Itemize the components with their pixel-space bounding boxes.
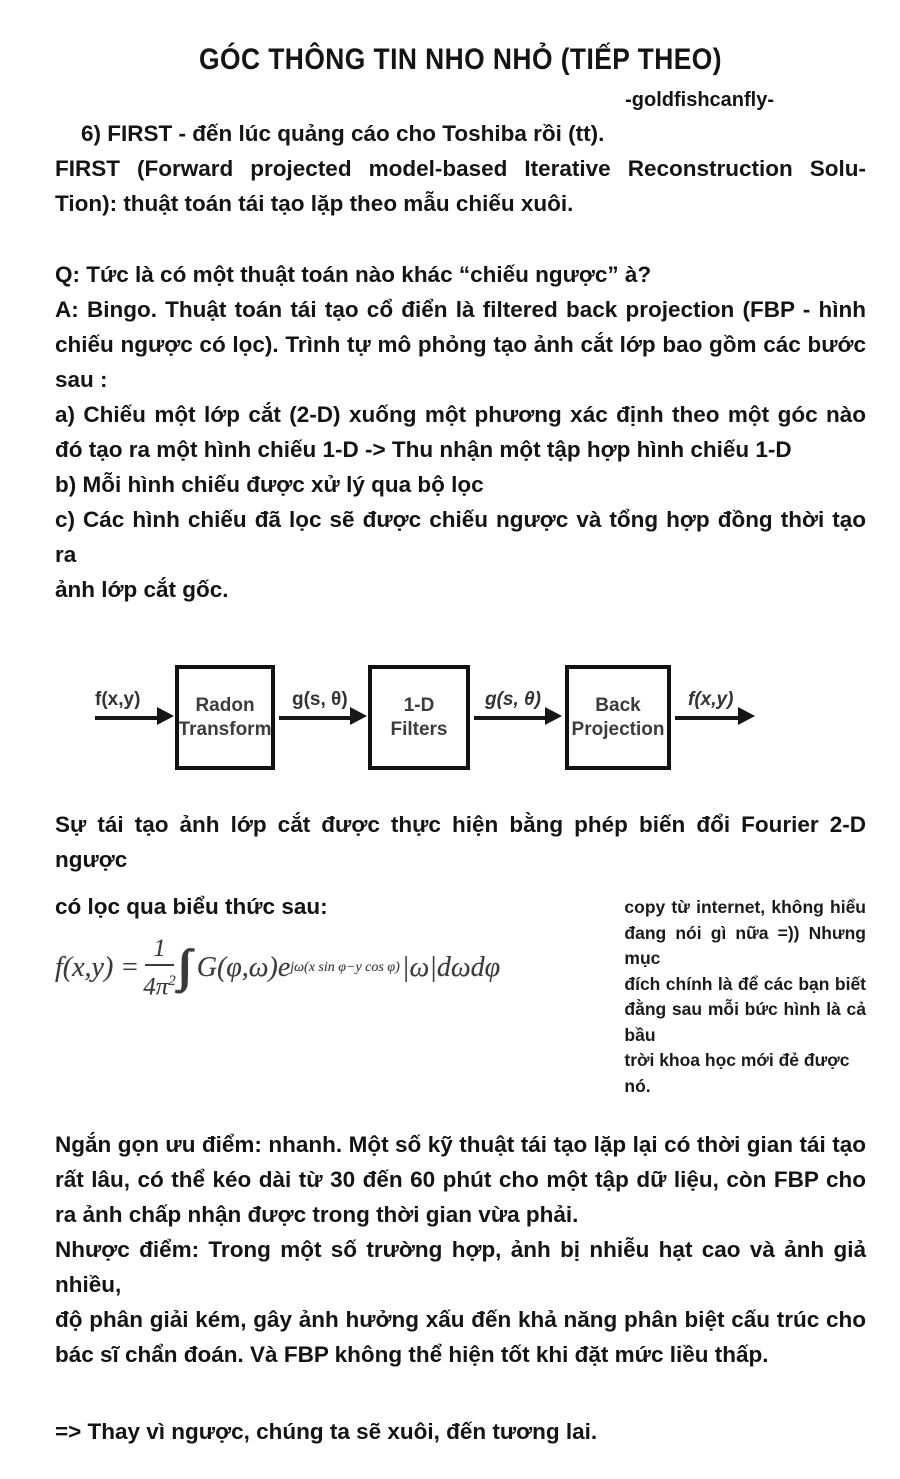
arrow (474, 716, 546, 720)
arrow-head-icon (350, 707, 367, 725)
arrow (95, 716, 158, 720)
formula-tail: |ω|dωdφ (401, 952, 501, 984)
box-label: Filters (390, 718, 448, 740)
diagram-output-label: f(x,y) (688, 689, 734, 710)
intro-paragraph (55, 116, 866, 221)
formula-column (55, 889, 624, 1099)
side-note-line: trời khoa học mới đẻ được nó. (624, 1050, 850, 1096)
box-label: Projection (571, 718, 665, 740)
box-label: Transform (178, 718, 272, 740)
text-line: bác sĩ chẩn đoán. Và FBP không thể hiện tốt khi đặt mức liều thấp. (55, 1342, 769, 1367)
arrow-head-icon (157, 707, 174, 725)
arrow (675, 716, 739, 720)
flow-box-back-projection (565, 665, 671, 770)
denominator-exponent: 2 (168, 973, 176, 989)
text-line: sau : (55, 367, 108, 392)
formula-lhs: f(x,y) = (55, 952, 140, 984)
fbp-flow-diagram (55, 655, 866, 793)
text-line: c) Các hình chiếu đã lọc sẽ được chiếu ngược và tổng hợp đồng thời tạo ra (55, 507, 866, 567)
side-note-line: đang nói gì nữa =)) Nhưng mục (624, 922, 866, 968)
arrow-head-icon (738, 707, 755, 725)
text-line: Tion): thuật toán tái tạo lặp theo mẫu chiếu xuôi. (55, 191, 574, 216)
credit-signature: -goldfishcanfly- (625, 89, 774, 111)
text-line: rất lâu, có thể kéo dài từ 30 đến 60 phút cho một tập dữ liệu, còn FBP cho (55, 1167, 866, 1192)
box-label: Radon (195, 694, 255, 716)
side-note-line: đằng sau mỗi bức hình là cả bầu (624, 999, 866, 1045)
arrow-label: g(s, θ) (485, 689, 541, 710)
formula-exponent: jω(x sin φ−y cos φ) (290, 960, 400, 976)
side-note-line: đích chính là để các bạn biết (624, 973, 866, 994)
box-label: 1-D (403, 694, 435, 716)
text-line: FIRST (Forward projected model-based Iterative Reconstruction Solu- (55, 156, 866, 181)
formula-body: G(φ,ω)e (196, 952, 291, 984)
double-integral-icon (180, 943, 197, 989)
text-line: ảnh lớp cắt gốc. (55, 577, 229, 602)
text-line: đó tạo ra một hình chiếu 1-D -> Thu nhận một tập hợp hình chiếu 1-D (55, 437, 792, 462)
text-line: Ngắn gọn ưu điểm: nhanh. Một số kỹ thuật tái tạo lặp lại có thời gian tái tạo (55, 1132, 866, 1157)
box-label: Back (595, 694, 641, 716)
arrow (279, 716, 351, 720)
text-line: Nhược điểm: Trong một số trường hợp, ảnh bị nhiễu hạt cao và ảnh giả nhiều, (55, 1237, 866, 1297)
pros-cons-paragraph (55, 1127, 866, 1372)
fraction-denominator (143, 966, 176, 1002)
text-line: A: Bingo. Thuật toán tái tạo cổ điển là filtered back projection (FBP - hình (55, 297, 866, 322)
text-line: chiếu ngược có lọc). Trình tự mô phỏng tạo ảnh cắt lớp bao gồm các bước (55, 332, 866, 357)
page-title: GÓC THÔNG TIN NHO NHỎ (TIẾP THEO) (199, 43, 722, 76)
text-line: 6) FIRST - đến lúc quảng cáo cho Toshiba rồi (tt). (81, 121, 605, 146)
side-note-line: copy từ internet, không hiểu (624, 897, 866, 917)
text-line: độ phân giải kém, gây ảnh hưởng xấu đến khả năng phân biệt cấu trúc cho (55, 1307, 866, 1332)
formula-and-note-row (55, 889, 866, 1099)
arrow-head-icon (545, 707, 562, 725)
text-line: Sự tái tạo ảnh lớp cắt được thực hiện bằng phép biến đổi Fourier 2-D ngược (55, 812, 866, 872)
diagram-input-label: f(x,y) (95, 689, 141, 710)
fbp-reconstruction-formula (55, 934, 624, 1002)
formula-fraction (143, 934, 176, 1002)
flow-box-1d-filters (368, 665, 470, 770)
text-line: có lọc qua biểu thức sau: (55, 894, 328, 919)
text-line: b) Mỗi hình chiếu được xử lý qua bộ lọc (55, 472, 484, 497)
fourier-paragraph (55, 807, 866, 877)
arrow-label: g(s, θ) (292, 689, 348, 710)
text-line: ra ảnh chấp nhận được trong thời gian vừa phải. (55, 1202, 579, 1227)
text-line: a) Chiếu một lớp cắt (2-D) xuống một phương xác định theo một góc nào (55, 402, 866, 427)
text-line: Q: Tức là có một thuật toán nào khác “chiếu ngược” à? (55, 262, 652, 287)
flow-box-radon-transform (175, 665, 275, 770)
steps-paragraph (55, 397, 866, 607)
qa-paragraph (55, 257, 866, 397)
denominator-base: 4π (143, 973, 169, 1001)
fraction-numerator: 1 (145, 934, 174, 966)
conclusion-line: => Thay vì ngược, chúng ta sẽ xuôi, đến tương lai. (55, 1419, 598, 1444)
side-note (624, 889, 866, 1099)
